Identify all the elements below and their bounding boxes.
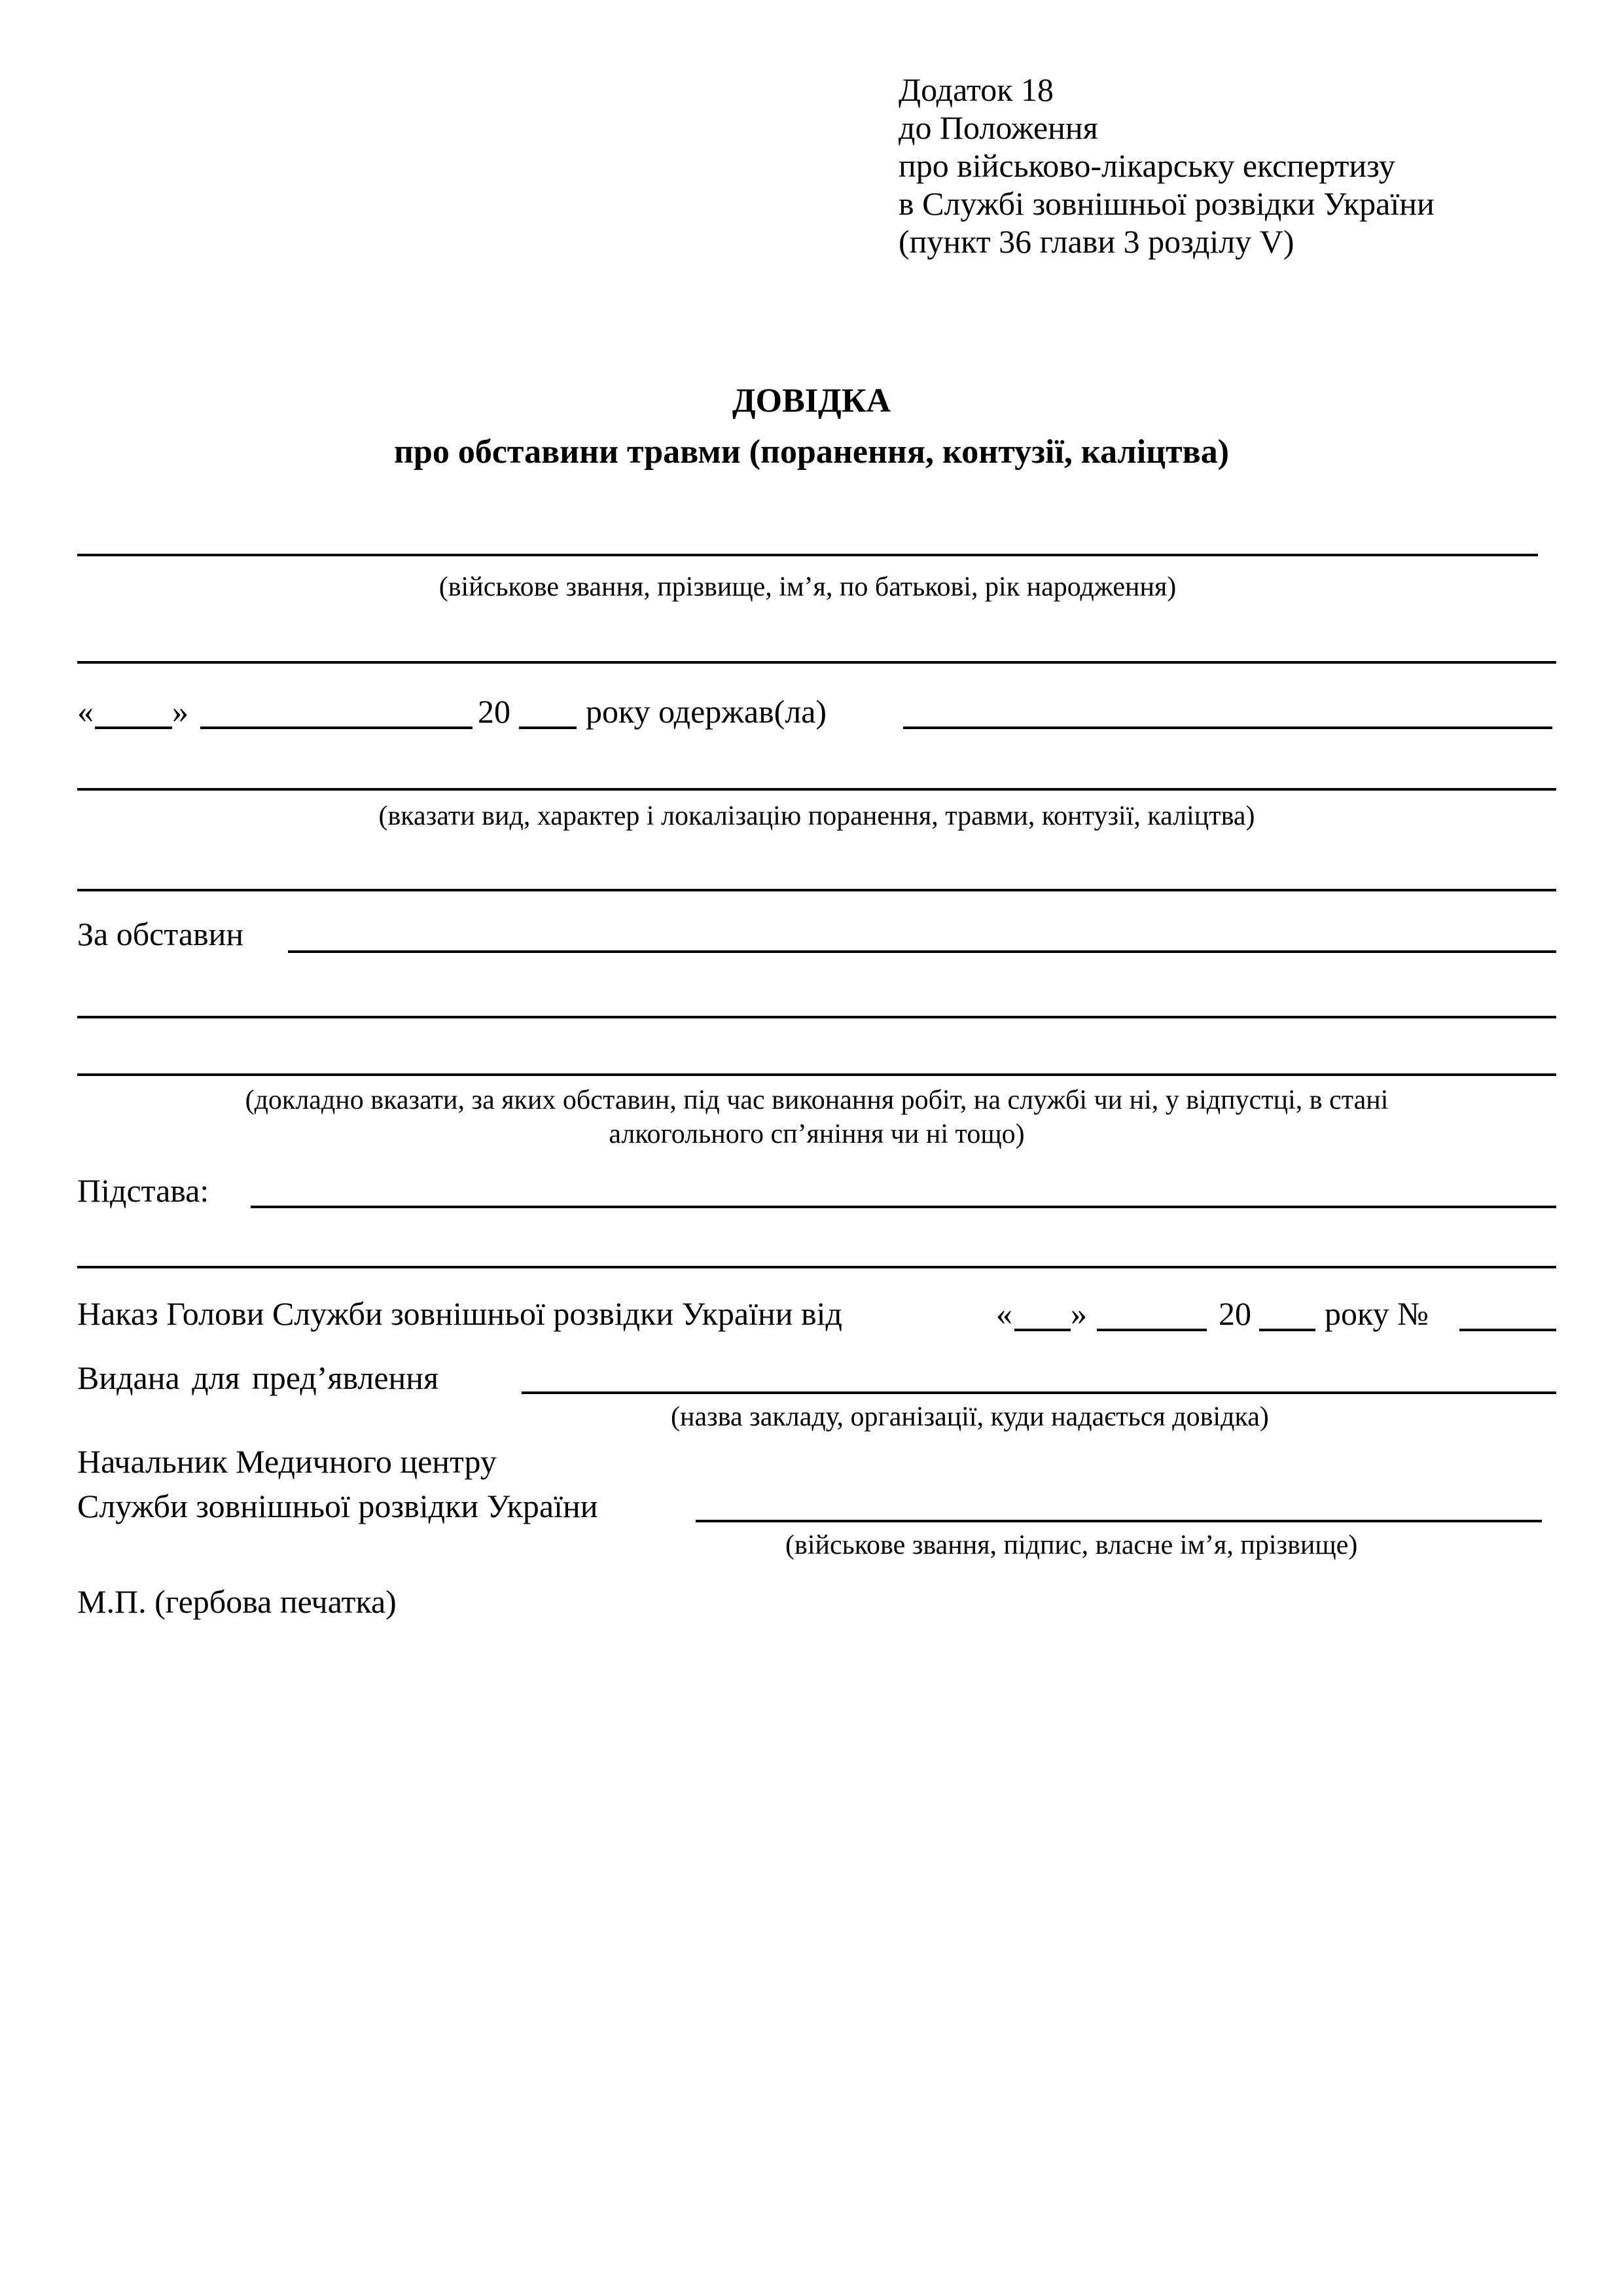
injury-field-hint: (вказати вид, характер і локалізацію поранення, травми, контузії, каліцтва) [378, 801, 1255, 831]
order-day-field[interactable] [1014, 1329, 1071, 1331]
appendix-line: про військово-лікарську експертизу [899, 147, 1395, 184]
circumstances-hint: (докладно вказати, за яких обставин, під час виконання робіт, на службі чи ні, у відпустці, в стані [245, 1085, 1389, 1115]
day-field[interactable] [95, 726, 172, 729]
blank-line[interactable] [77, 661, 1556, 664]
received-label: року одержав(ла) [586, 693, 827, 730]
document-subtitle: про обставини травми (поранення, контузії, каліцтва) [393, 433, 1230, 471]
circumstances-field-line[interactable] [77, 1073, 1556, 1076]
order-label: Наказ Голови Служби зовнішньої розвідки України від [77, 1295, 842, 1332]
appendix-block [899, 71, 1435, 260]
order-open-quote: « [996, 1295, 1012, 1332]
signature-hint: (військове звання, підпис, власне ім’я, прізвище) [785, 1530, 1358, 1560]
appendix-line: в Службі зовнішньої розвідки України [899, 185, 1435, 222]
person-field-line[interactable] [77, 554, 1538, 556]
basis-field-line[interactable] [77, 1266, 1556, 1268]
injury-field-line[interactable] [77, 788, 1556, 791]
appendix-line: до Положення [899, 109, 1098, 146]
appendix-line: Додаток 18 [899, 71, 1054, 108]
received-field[interactable] [903, 726, 1552, 729]
month-field[interactable] [200, 726, 473, 729]
basis-label: Підстава: [77, 1172, 209, 1209]
basis-field[interactable] [251, 1206, 1556, 1208]
head-title-line1: Начальник Медичного центру [77, 1443, 497, 1480]
order-month-field[interactable] [1097, 1329, 1207, 1331]
year-prefix: 20 [478, 693, 510, 730]
order-close-quote: » [1071, 1295, 1087, 1332]
circumstances-hint: алкогольного сп’яніння чи ні тощо) [609, 1119, 1025, 1149]
signature-field[interactable] [696, 1520, 1542, 1522]
year-field[interactable] [519, 726, 577, 729]
head-title-line2: Служби зовнішньої розвідки України [77, 1488, 598, 1524]
circumstances-label: За обставин [77, 916, 244, 952]
blank-line[interactable] [77, 889, 1556, 891]
order-number-field[interactable] [1459, 1329, 1556, 1331]
date-open-quote: « [77, 693, 94, 730]
person-field-hint: (військове звання, прізвище, ім’я, по батькові, рік народження) [438, 572, 1177, 602]
date-close-quote: » [172, 693, 188, 730]
order-year-prefix: 20 [1219, 1295, 1251, 1332]
issued-hint: (назва закладу, організації, куди надається довідка) [671, 1402, 1269, 1432]
order-year-suffix: року № [1325, 1295, 1429, 1332]
appendix-line: (пункт 36 глави 3 розділу V) [899, 223, 1294, 260]
circumstances-field[interactable] [288, 950, 1556, 953]
document-title: ДОВІДКА [732, 382, 891, 420]
circumstances-field-line[interactable] [77, 1016, 1556, 1018]
stamp-label: М.П. (гербова печатка) [77, 1583, 397, 1620]
order-year-field[interactable] [1259, 1329, 1315, 1331]
issued-field[interactable] [522, 1391, 1556, 1394]
issued-label: Видана для пред’явлення [77, 1359, 439, 1396]
